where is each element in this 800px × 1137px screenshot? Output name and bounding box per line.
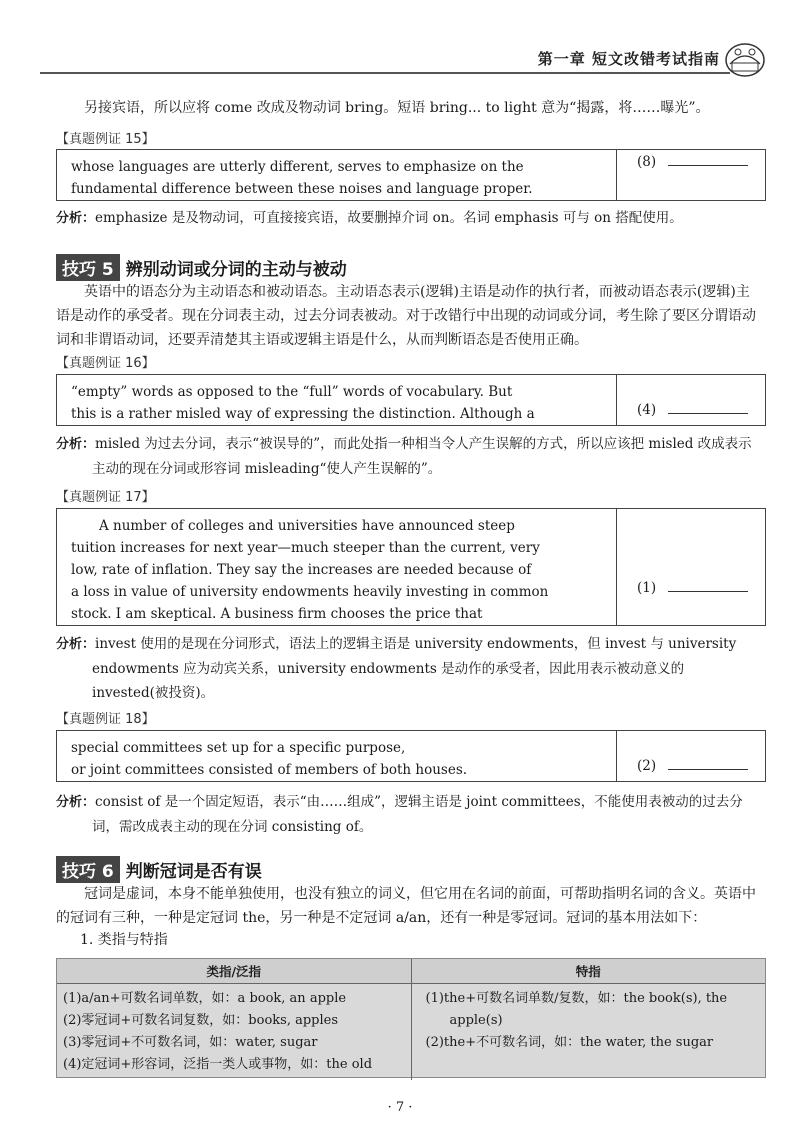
example-17-text: [57, 509, 617, 625]
example-15-analysis: [56, 206, 764, 231]
list-item: (1)a/an+可数名词单数，如：a book, an apple: [63, 991, 347, 1006]
example-line: fundamental difference between these noises and language proper.: [71, 181, 533, 197]
list-item: (2)the+不可数名词，如：the water, the sugar: [425, 1035, 714, 1050]
example-18-text: [57, 731, 617, 781]
list-item: (3)零冠词+不可数名词，如：water, sugar: [63, 1035, 318, 1050]
table-header: 特指: [411, 959, 765, 984]
analysis-text: 词，需改成表主动的现在分词 consisting of。: [92, 819, 373, 835]
analysis-label: 分析：: [56, 211, 96, 226]
table-cell: [411, 984, 765, 1081]
example-line: stock. I am skeptical. A business firm chooses the price that: [71, 606, 483, 622]
list-item: (1)the+可数名词单数/复数，如：the book(s), the: [425, 991, 728, 1006]
skill-5-paragraph: 英语中的语态分为主动语态和被动语态。主动语态表示(逻辑)主语是动作的执行者，而被动语态表示(逻辑)主语是动作的承受者。现在分词表主动，过去分词表被动。对于改错行中出现的动词或分词，考生除了要区分谓语动词和非谓语动词，还要弄清楚其主语或逻辑主语是什么，从而判断语态是否使用正确。: [56, 284, 756, 348]
analysis-label: 分析：: [56, 437, 96, 452]
skill-title: 判断冠词是否有误: [125, 862, 262, 882]
skill-tag: 技巧 5: [56, 254, 120, 281]
example-16-label: 【真题例证 16】: [56, 356, 155, 371]
example-16-analysis: [56, 432, 764, 481]
example-18-box: [56, 730, 766, 782]
example-17-analysis: [56, 632, 764, 705]
example-line: or joint committees consisted of members of both houses.: [71, 762, 468, 778]
analysis-label: 分析：: [56, 637, 96, 652]
example-line: tuition increases for next year—much steeper than the current, very: [71, 540, 540, 556]
example-18-analysis: [56, 790, 764, 839]
chapter-header: [0, 0, 800, 80]
answer-cell: [617, 375, 765, 425]
answer-cell: [617, 150, 765, 200]
table-header: 类指/泛指: [57, 959, 411, 984]
example-line: a loss in value of university endowments heavily investing in common: [71, 584, 549, 600]
example-line: this is a rather misled way of expressing the distinction. Although a: [71, 406, 535, 422]
table-cell: [57, 984, 411, 1081]
analysis-text: 主动的现在分词或形容词 misleading“使人产生误解的”。: [92, 461, 442, 477]
list-item: (2)零冠词+可数名词复数，如：books, apples: [63, 1013, 339, 1028]
list-item: apple(s): [449, 1013, 503, 1028]
skill-6-heading: [56, 856, 262, 883]
example-line: “empty” words as opposed to the “full” words of vocabulary. But: [71, 384, 513, 400]
intro-paragraph: 另接宾语，所以应将 come 改成及物动词 bring。短语 bring... to light 意为“揭露，将……曝光”。: [84, 100, 710, 116]
example-15-text: [57, 150, 617, 200]
analysis-text: invest 使用的是现在分词形式，语法上的逻辑主语是 university endowments，但 invest 与 university: [95, 636, 737, 652]
answer-blank[interactable]: (8): [637, 154, 748, 170]
answer-cell: [617, 731, 765, 781]
page-number: · 7 ·: [387, 1100, 413, 1115]
analysis-label: 分析：: [56, 795, 96, 810]
skill-6-paragraph: 冠词是虚词，本身不能单独使用，也没有独立的词义，但它用在名词的前面，可帮助指明名词的含义。英语中的冠词有三种，一种是定冠词 the，另一种是不定冠词 a/an，还有一种是零冠词。冠词的基本用法如下：: [56, 886, 756, 926]
example-16-box: [56, 374, 766, 426]
example-16-text: [57, 375, 617, 425]
example-17-label: 【真题例证 17】: [56, 490, 155, 505]
example-line: A number of colleges and universities have announced steep: [99, 518, 515, 534]
example-line: whose languages are utterly different, serves to emphasize on the: [71, 159, 524, 175]
header-rule: [40, 72, 730, 74]
skill-title: 辨别动词或分词的主动与被动: [125, 260, 347, 280]
analysis-text: consist of 是一个固定短语，表示“由……组成”，逻辑主语是 joint committees，不能使用表被动的过去分: [95, 794, 743, 810]
example-line: special committees set up for a specific purpose,: [71, 740, 406, 756]
analysis-text: endowments 应为动宾关系，university endowments 是动作的承受者，因此用表示被动意义的 invested(被投资)。: [92, 661, 685, 701]
skill-6-subheading: 1. 类指与特指: [80, 932, 168, 948]
answer-cell: [617, 509, 765, 625]
example-17-box: [56, 508, 766, 626]
publisher-logo-icon: [724, 38, 766, 78]
analysis-text: emphasize 是及物动词，可直接接宾语，故要删掉介词 on。名词 emphasis 可与 on 搭配使用。: [95, 210, 683, 226]
answer-blank[interactable]: (1): [637, 580, 748, 596]
answer-blank[interactable]: (2): [637, 758, 748, 774]
example-15-label: 【真题例证 15】: [56, 132, 155, 147]
skill-5-heading: [56, 254, 347, 281]
chapter-title: 第一章 短文改错考试指南: [537, 50, 720, 68]
example-15-box: [56, 149, 766, 201]
example-line: low, rate of inflation. They say the increases are needed because of: [71, 562, 532, 578]
example-18-label: 【真题例证 18】: [56, 712, 155, 727]
list-item: (4)定冠词+形容词，泛指一类人或事物，如：the old: [63, 1057, 373, 1072]
answer-blank[interactable]: (4): [637, 402, 748, 418]
article-usage-table: [56, 958, 766, 1078]
analysis-text: misled 为过去分词，表示“被误导的”，而此处指一种相当令人产生误解的方式，所以应该把 misled 改成表示: [95, 436, 752, 452]
skill-tag: 技巧 6: [56, 856, 120, 883]
